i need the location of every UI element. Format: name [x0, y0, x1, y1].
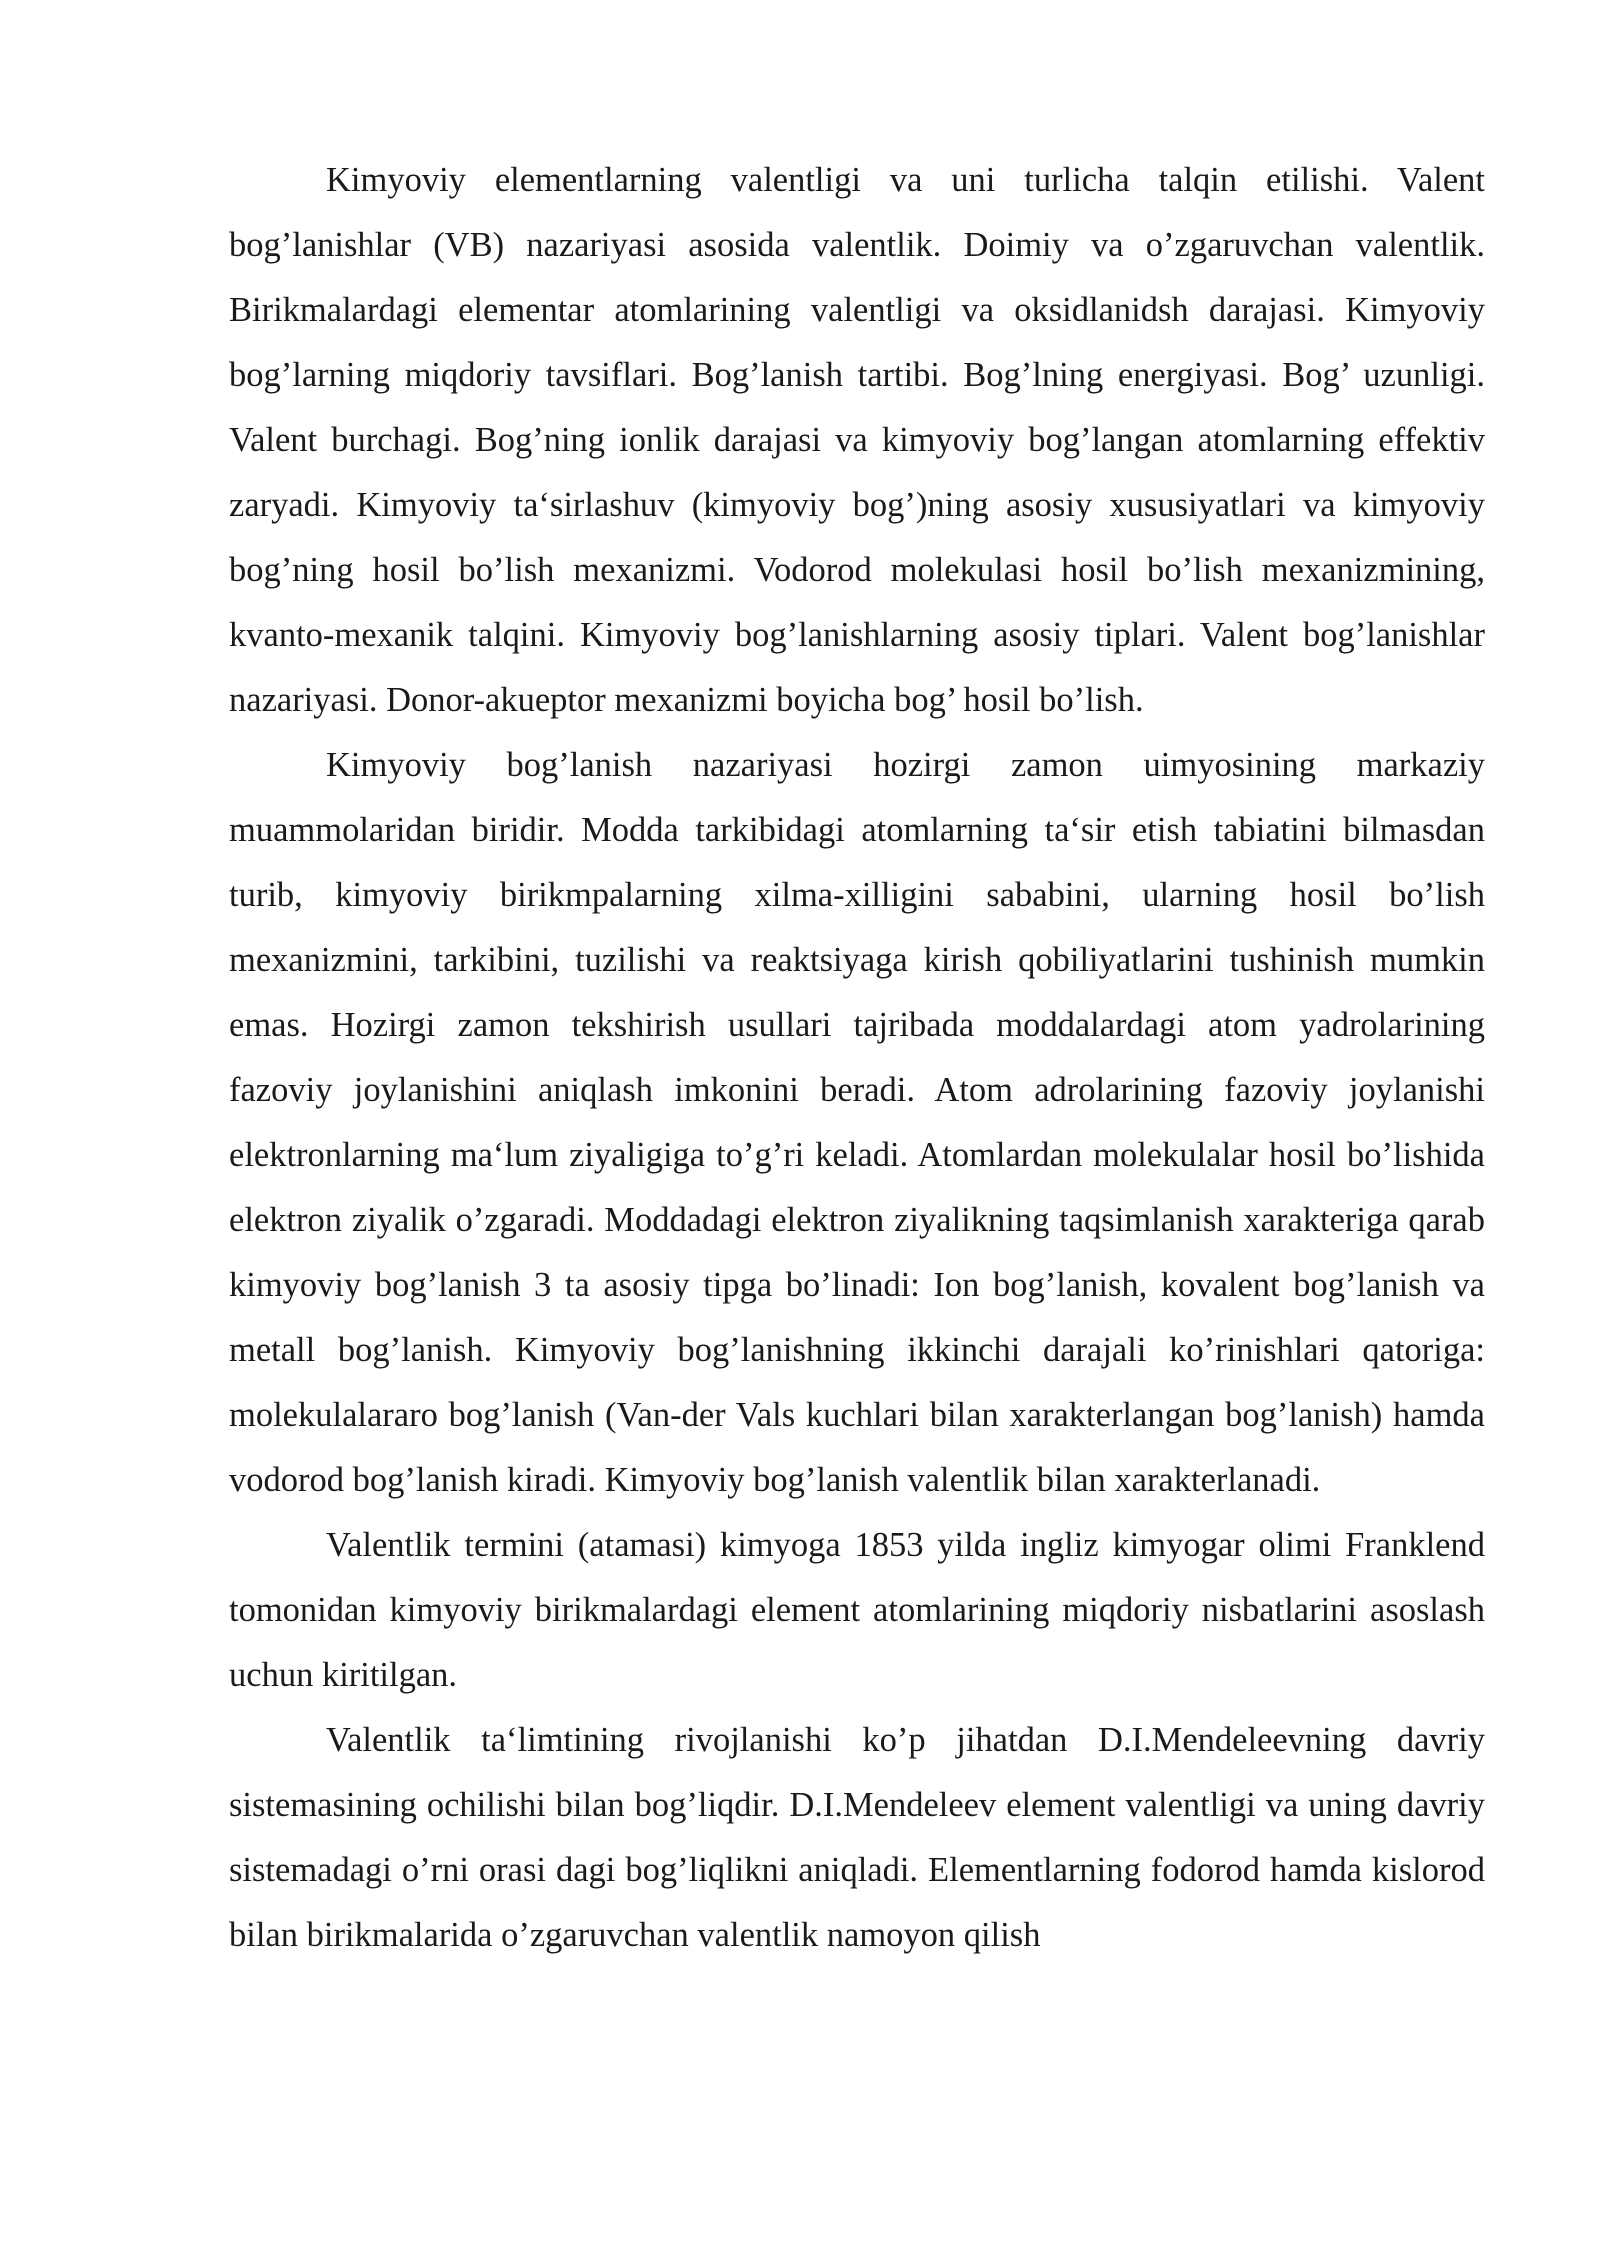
paragraph-3: Valentlik termini (atamasi) kimyoga 1853 yilda ingliz kimyogar olimi Franklend tomonidan kimyoviy birikmalardagi element atomlarining miqdoriy nisbatlarini asoslash uchun kiritilgan.	[229, 1526, 1485, 1694]
paragraph-4: Valentlik ta‘limtining rivojlanishi ko’p jihatdan D.I.Mendeleevning davriy sistemasining ochilishi bilan bog’liqdir. D.I.Mendeleev element valentligi va uning davriy sistemadagi o’rni orasi dagi bog’liqlikni aniqladi. Elementlarning fodorod hamda kislorod bilan birikmalarida o’zgaruvchan valentlik namoyon qilish	[229, 1721, 1485, 1954]
document-body	[229, 148, 1485, 1968]
paragraph-1: Kimyoviy elementlarning valentligi va uni turlicha talqin etilishi. Valent bog’lanishlar (VB) nazariyasi asosida valentlik. Doimiy va o’zgaruvchan valentlik. Birikmalardagi elementar atomlarining valentligi va oksidlanidsh darajasi. Kimyoviy bog’larning miqdoriy tavsiflari. Bog’lanish tartibi. Bog’lning energiyasi. Bog’ uzunligi. Valent burchagi. Bog’ning ionlik darajasi va kimyoviy bog’langan atomlarning effektiv zaryadi. Kimyoviy ta‘sirlashuv (kimyoviy bog’)ning asosiy xususiyatlari va kimyoviy bog’ning hosil bo’lish mexanizmi. Vodorod molekulasi hosil bo’lish mexanizmining, kvanto-mexanik talqini. Kimyoviy bog’lanishlarning asosiy tiplari. Valent bog’lanishlar nazariyasi. Donor-akueptor mexanizmi boyicha bog’ hosil bo’lish.	[229, 161, 1485, 719]
paragraph-2: Kimyoviy bog’lanish nazariyasi hozirgi zamon uimyosining markaziy muammolaridan biridir. Modda tarkibidagi atomlarning ta‘sir etish tabiatini bilmasdan turib, kimyoviy birikmpalarning xilma-xilligini sababini, ularning hosil bo’lish mexanizmini, tarkibini, tuzilishi va reaktsiyaga kirish qobiliyatlarini tushinish mumkin emas. Hozirgi zamon tekshirish usullari tajribada moddalardagi atom yadrolarining fazoviy joylanishini aniqlash imkonini beradi. Atom adrolarining fazoviy joylanishi elektronlarning ma‘lum ziyaligiga to’g’ri keladi. Atomlardan molekulalar hosil bo’lishida elektron ziyalik o’zgaradi. Moddadagi elektron ziyalikning taqsimlanish xarakteriga qarab kimyoviy bog’lanish 3 ta asosiy tipga bo’linadi: Ion bog’lanish, kovalent bog’lanish va metall bog’lanish. Kimyoviy bog’lanishning ikkinchi darajali ko’rinishlari qatoriga: molekulalararo bog’lanish (Van-der Vals kuchlari bilan xarakterlangan bog’lanish) hamda vodorod bog’lanish kiradi. Kimyoviy bog’lanish valentlik bilan xarakterlanadi.	[229, 746, 1485, 1499]
